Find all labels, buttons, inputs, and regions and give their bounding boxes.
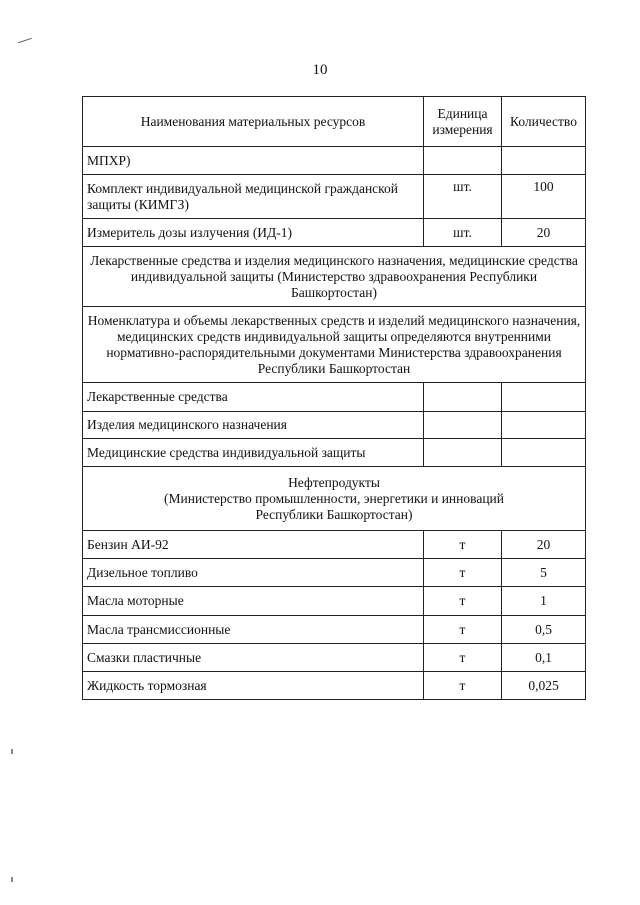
column-header-unit-line2: измерения [432, 121, 493, 137]
resource-unit [424, 412, 502, 439]
resource-name: Жидкость тормозная [83, 672, 424, 700]
table-row [83, 175, 586, 219]
note-row-medical [83, 307, 586, 383]
table-row [83, 644, 586, 672]
column-header-unit-line1: Единица [437, 105, 488, 121]
scan-mark [18, 38, 32, 43]
resource-unit: т [424, 672, 502, 700]
table-row [83, 616, 586, 644]
resource-name: Изделия медицинского назначения [83, 412, 424, 439]
column-header-unit [424, 97, 502, 147]
resource-quantity [502, 147, 586, 175]
table-row [83, 587, 586, 616]
resource-name: Смазки пластичные [83, 644, 424, 672]
table-row [83, 531, 586, 559]
table-row [83, 672, 586, 700]
resource-quantity: 5 [502, 559, 586, 587]
resource-unit: т [424, 644, 502, 672]
resource-unit: т [424, 559, 502, 587]
resource-name: Лекарственные средства [83, 383, 424, 412]
resource-unit: т [424, 616, 502, 644]
resource-unit [424, 439, 502, 467]
section-row-medical [83, 247, 586, 307]
page-number: 10 [312, 62, 328, 78]
resource-name: МПХР) [83, 147, 424, 175]
section-heading-medical: Лекарственные средства и изделия медицинского назначения, медицинские средства индивидуальной защиты (Министерство здравоохранения Республики Башкортостан) [83, 247, 586, 307]
column-header-quantity: Количество [502, 97, 586, 147]
table-row [83, 439, 586, 467]
resource-quantity: 1 [502, 587, 586, 616]
resource-unit: шт. [424, 219, 502, 247]
resource-name: Масла трансмиссионные [83, 616, 424, 644]
resource-unit: т [424, 587, 502, 616]
section-heading-oil-line1: Нефтепродукты [288, 474, 380, 490]
table-row [83, 412, 586, 439]
scan-speck [11, 877, 13, 882]
resource-name: Измеритель дозы излучения (ИД-1) [83, 219, 424, 247]
resource-quantity: 0,5 [502, 616, 586, 644]
resource-name: Бензин АИ-92 [83, 531, 424, 559]
resource-quantity [502, 439, 586, 467]
resource-unit: шт. [424, 175, 502, 219]
resource-quantity [502, 383, 586, 412]
resource-name: Масла моторные [83, 587, 424, 616]
section-row-oil [83, 467, 586, 531]
resource-quantity [502, 412, 586, 439]
scan-speck [11, 749, 13, 754]
section-heading-oil-line2: (Министерство промышленности, энергетики и инноваций [164, 490, 504, 506]
column-header-name: Наименования материальных ресурсов [83, 97, 424, 147]
resource-name: Медицинские средства индивидуальной защиты [83, 439, 424, 467]
resources-table [82, 96, 586, 700]
resource-quantity: 20 [502, 219, 586, 247]
resource-quantity: 0,025 [502, 672, 586, 700]
section-heading-oil-line3: Республики Башкортостан) [255, 506, 413, 522]
resource-quantity: 20 [502, 531, 586, 559]
resource-unit [424, 147, 502, 175]
table-row [83, 147, 586, 175]
resource-name: Дизельное топливо [83, 559, 424, 587]
section-heading-oil [83, 467, 586, 531]
resource-quantity: 100 [502, 175, 586, 219]
table-row [83, 219, 586, 247]
resource-name: Комплект индивидуальной медицинской гражданской защиты (КИМГЗ) [83, 175, 424, 219]
resource-unit [424, 383, 502, 412]
table-row [83, 559, 586, 587]
resource-unit: т [424, 531, 502, 559]
table-row [83, 383, 586, 412]
note-medical: Номенклатура и объемы лекарственных средств и изделий медицинского назначения, медицинских средств индивидуальной защиты определяются внутренними нормативно-распорядительными документами Министерства здравоохранения Республики Башкортостан [83, 307, 586, 383]
header-row [83, 97, 586, 147]
resource-quantity: 0,1 [502, 644, 586, 672]
